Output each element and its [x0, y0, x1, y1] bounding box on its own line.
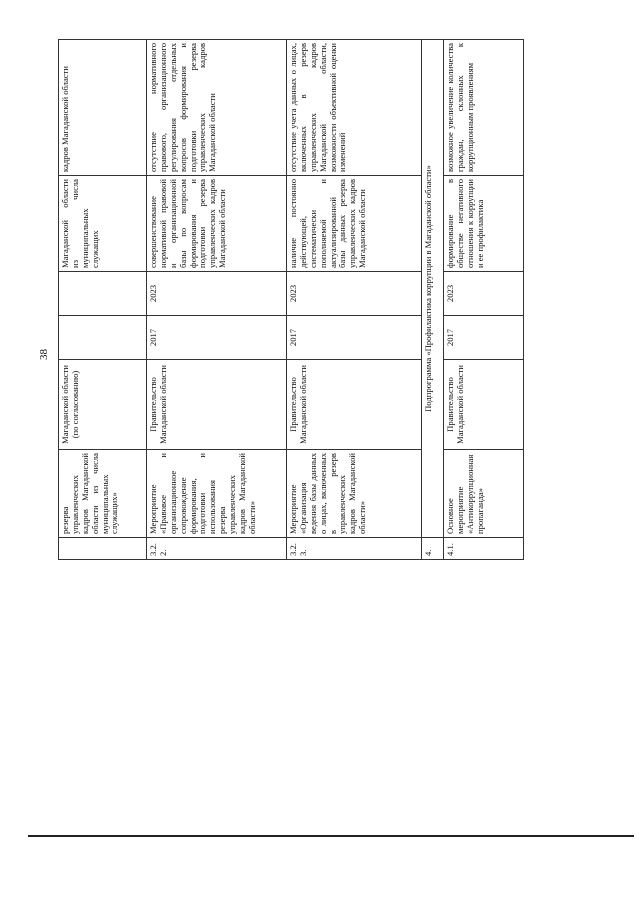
expected-result: наличие постоянно действующей, систематически пополняемой и актуализированной базы данных резерва управленческих кадров Магаданской области [287, 176, 422, 272]
executor: Правительство Магаданской области [287, 360, 422, 450]
page-divider [28, 835, 634, 837]
expected-result: Магаданской области из числа муниципальных служащих [59, 176, 147, 272]
consequence: отсутствие нормативного правового, организационного регулирования отдельных вопросов формирования и подготовки резерва управленческих кадров Магаданской области [147, 40, 287, 176]
table-row [147, 40, 287, 560]
rotated-table-container [58, 40, 568, 560]
row-number: 3.2.2. [147, 538, 287, 560]
consequence: отсутствие учета данных о лицах, включенных в резерв управленческих кадров Магаданской области, возможности объективной оценки изменений [287, 40, 422, 176]
measure-name: Основное мероприятие «Антикоррупционная пропаганда» [444, 450, 524, 538]
table-row [287, 40, 422, 560]
consequence: возможное увеличение количества граждан, склонных к коррупционным проявлениям [444, 40, 524, 176]
executor: Правительство Магаданской области [444, 360, 524, 450]
table-row [444, 40, 524, 560]
section-row [422, 40, 444, 560]
expected-result: формирование в обществе негативного отношения к коррупции и ее профилактика [444, 176, 524, 272]
table-row [59, 40, 147, 560]
start-year: 2017 [287, 316, 422, 360]
row-number [59, 538, 147, 560]
measures-table [58, 39, 524, 560]
consequence: кадров Магаданской области [59, 40, 147, 176]
executor: Магаданской области (по согласованию) [59, 360, 147, 450]
executor: Правительство Магаданской области [147, 360, 287, 450]
row-number: 3.2.3. [287, 538, 422, 560]
section-number: 4. [422, 538, 444, 560]
page-number: 38 [38, 349, 50, 360]
end-year: 2023 [147, 272, 287, 316]
end-year: 2023 [444, 272, 524, 316]
start-year [59, 316, 147, 360]
subprogram-title: Подпрограмма «Профилактика коррупции в Магаданской области» [422, 40, 444, 538]
measure-name: Мероприятие «Правовое и организационное сопровождение формирования, подготовки и использования резерва управленческих кадров Магаданской области» [147, 450, 287, 538]
start-year: 2017 [444, 316, 524, 360]
measure-name: Мероприятие «Организация ведения базы данных о лицах, включенных в резерв управленческих кадров Магаданской области» [287, 450, 422, 538]
measure-name: резерва управленческих кадров Магаданской области из числа муниципальных служащих» [59, 450, 147, 538]
expected-result: совершенствование нормативной правовой и организационной базы по вопросам формирования и подготовки резерва управленческих кадров Магаданской области [147, 176, 287, 272]
end-year: 2023 [287, 272, 422, 316]
end-year [59, 272, 147, 316]
row-number: 4.1. [444, 538, 524, 560]
start-year: 2017 [147, 316, 287, 360]
